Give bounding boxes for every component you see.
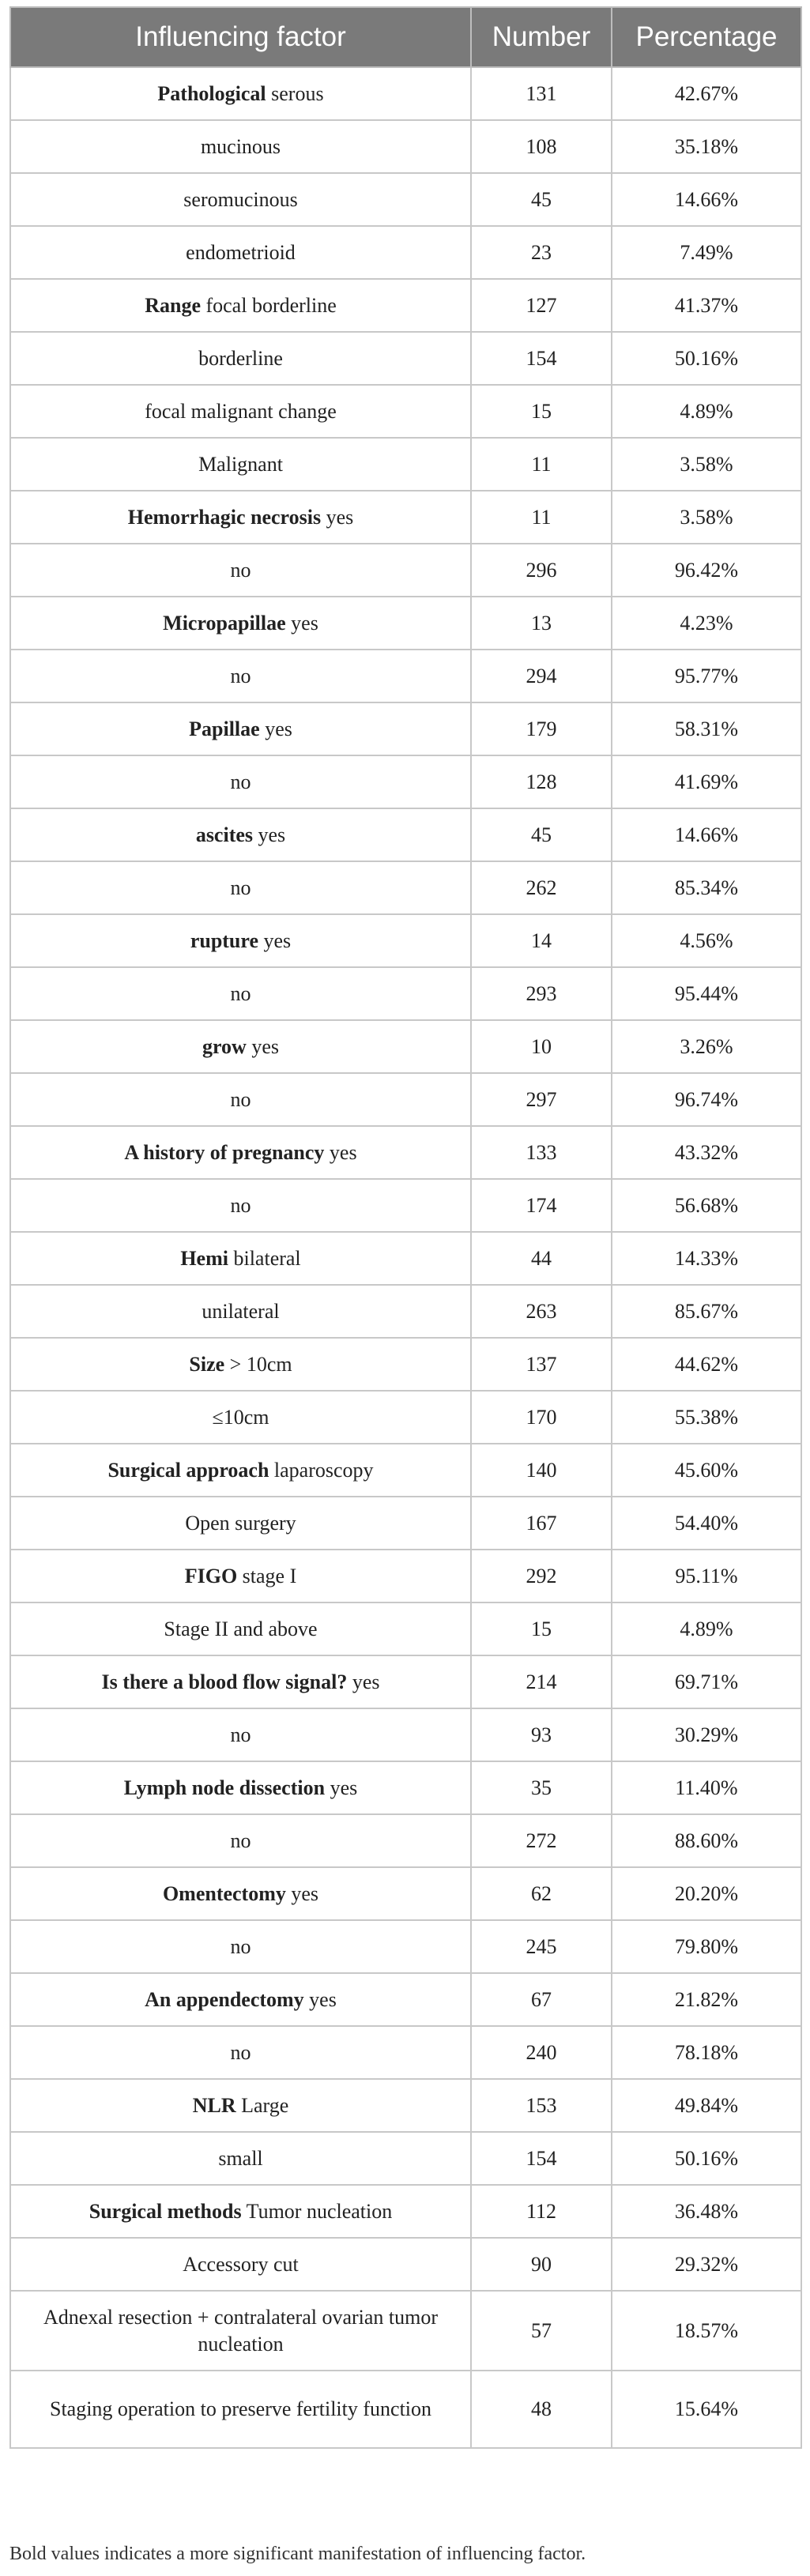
factor-cell: [10, 2371, 471, 2448]
table-row: [10, 544, 801, 597]
factor-name: Hemi: [180, 1246, 228, 1270]
table-row: [10, 1761, 801, 1814]
percentage-cell: 56.68%: [612, 1179, 801, 1232]
percentage-cell: 15.64%: [612, 2371, 801, 2448]
table-row: [10, 2132, 801, 2185]
factor-level: no: [230, 981, 251, 1005]
factor-cell: [10, 1285, 471, 1338]
factor-level: yes: [251, 1034, 280, 1058]
percentage-cell: 45.60%: [612, 1444, 801, 1497]
factor-level: yes: [258, 823, 286, 846]
table-row: [10, 1973, 801, 2026]
percentage-cell: 14.66%: [612, 173, 801, 226]
factor-level: no: [230, 1087, 251, 1111]
factor-cell: [10, 491, 471, 544]
table-row: [10, 1497, 801, 1550]
percentage-cell: 43.32%: [612, 1126, 801, 1179]
table-row: [10, 1391, 801, 1444]
factor-cell: [10, 173, 471, 226]
percentage-cell: 85.67%: [612, 1285, 801, 1338]
number-cell: 45: [471, 173, 612, 226]
factor-name: ascites: [195, 823, 254, 846]
percentage-cell: 29.32%: [612, 2238, 801, 2291]
percentage-cell: 36.48%: [612, 2185, 801, 2238]
factor-cell: [10, 332, 471, 385]
number-cell: 153: [471, 2079, 612, 2132]
factor-cell: [10, 279, 471, 332]
table-row: [10, 279, 801, 332]
number-cell: 245: [471, 1920, 612, 1973]
factor-cell: [10, 1655, 471, 1708]
percentage-cell: 95.44%: [612, 967, 801, 1020]
percentage-cell: 35.18%: [612, 120, 801, 173]
percentage-cell: 55.38%: [612, 1391, 801, 1444]
factor-level: focal borderline: [205, 293, 337, 317]
header-influencing-factor: Influencing factor: [10, 7, 471, 67]
factor-cell: [10, 597, 471, 650]
table-row: [10, 2026, 801, 2079]
factor-level: no: [230, 1828, 251, 1852]
factor-name: Omentectomy: [162, 1881, 286, 1905]
factor-name: Lymph node dissection: [123, 1776, 326, 1799]
factor-cell: [10, 1338, 471, 1391]
table-row: [10, 2079, 801, 2132]
percentage-cell: 3.58%: [612, 491, 801, 544]
factor-cell: [10, 1073, 471, 1126]
table-footnote: Bold values indicates a more significant manifestation of influencing factor.: [9, 2544, 586, 2564]
number-cell: 23: [471, 226, 612, 279]
factor-cell: [10, 1867, 471, 1920]
number-cell: 108: [471, 120, 612, 173]
factor-cell: [10, 1444, 471, 1497]
factor-level: Open surgery: [185, 1511, 296, 1535]
percentage-cell: 96.42%: [612, 544, 801, 597]
number-cell: 13: [471, 597, 612, 650]
factor-cell: [10, 1602, 471, 1655]
data-table-container: [9, 6, 801, 2449]
percentage-cell: 21.82%: [612, 1973, 801, 2026]
table-row: [10, 1920, 801, 1973]
factor-cell: [10, 914, 471, 967]
factor-level: serous: [271, 81, 324, 105]
table-row: [10, 1179, 801, 1232]
influencing-factor-table: [9, 6, 802, 2449]
percentage-cell: 49.84%: [612, 2079, 801, 2132]
number-cell: 154: [471, 2132, 612, 2185]
number-cell: 262: [471, 861, 612, 914]
factor-level: bilateral: [233, 1246, 301, 1270]
factor-cell: [10, 120, 471, 173]
percentage-cell: 41.69%: [612, 755, 801, 808]
factor-cell: [10, 2079, 471, 2132]
factor-cell: [10, 67, 471, 120]
header-row: [10, 7, 801, 67]
factor-cell: [10, 1761, 471, 1814]
factor-cell: [10, 226, 471, 279]
factor-level: borderline: [198, 346, 283, 370]
factor-name: NLR: [192, 2093, 236, 2117]
number-cell: 11: [471, 438, 612, 491]
percentage-cell: 11.40%: [612, 1761, 801, 1814]
factor-level: no: [230, 1723, 251, 1746]
table-row: [10, 755, 801, 808]
percentage-cell: 85.34%: [612, 861, 801, 914]
factor-cell: [10, 1126, 471, 1179]
factor-cell: [10, 1497, 471, 1550]
table-row: [10, 1655, 801, 1708]
percentage-cell: 7.49%: [612, 226, 801, 279]
percentage-cell: 4.23%: [612, 597, 801, 650]
factor-level: yes: [291, 611, 318, 635]
table-row: [10, 597, 801, 650]
table-row: [10, 808, 801, 861]
factor-level: laparoscopy: [273, 1458, 374, 1482]
percentage-cell: 42.67%: [612, 67, 801, 120]
factor-cell: [10, 1179, 471, 1232]
factor-cell: [10, 2238, 471, 2291]
factor-cell: [10, 861, 471, 914]
factor-name: Papillae: [189, 717, 260, 740]
table-row: [10, 1020, 801, 1073]
number-cell: 112: [471, 2185, 612, 2238]
factor-cell: [10, 1920, 471, 1973]
factor-level: yes: [265, 717, 292, 740]
number-cell: 133: [471, 1126, 612, 1179]
factor-name: An appendectomy: [145, 1987, 304, 2011]
factor-level: yes: [326, 505, 354, 529]
factor-cell: [10, 755, 471, 808]
factor-level: > 10cm: [229, 1352, 292, 1376]
percentage-cell: 4.89%: [612, 1602, 801, 1655]
table-row: [10, 1602, 801, 1655]
factor-level: yes: [330, 1776, 358, 1799]
table-row: [10, 1444, 801, 1497]
factor-level: yes: [263, 928, 292, 952]
table-row: [10, 173, 801, 226]
table-body: [10, 67, 801, 2448]
number-cell: 140: [471, 1444, 612, 1497]
percentage-cell: 95.77%: [612, 650, 801, 702]
number-cell: 15: [471, 385, 612, 438]
table-row: [10, 702, 801, 755]
number-cell: 44: [471, 1232, 612, 1285]
factor-level: no: [230, 770, 251, 793]
number-cell: 263: [471, 1285, 612, 1338]
number-cell: 131: [471, 67, 612, 120]
factor-cell: [10, 1973, 471, 2026]
factor-name: Range: [145, 293, 201, 317]
factor-name: Pathological: [157, 81, 266, 105]
table-row: [10, 491, 801, 544]
factor-level: no: [230, 1193, 251, 1217]
factor-level: Accessory cut: [183, 2252, 299, 2276]
factor-level: yes: [309, 1987, 337, 2011]
factor-level: focal malignant change: [145, 399, 337, 423]
number-cell: 174: [471, 1179, 612, 1232]
header-number: Number: [471, 7, 612, 67]
number-cell: 90: [471, 2238, 612, 2291]
number-cell: 45: [471, 808, 612, 861]
percentage-cell: 79.80%: [612, 1920, 801, 1973]
percentage-cell: 3.58%: [612, 438, 801, 491]
factor-cell: [10, 1550, 471, 1602]
percentage-cell: 54.40%: [612, 1497, 801, 1550]
factor-level: no: [230, 1934, 251, 1958]
factor-level: Stage II and above: [164, 1617, 318, 1640]
percentage-cell: 4.89%: [612, 385, 801, 438]
table-row: [10, 2238, 801, 2291]
factor-level: no: [230, 2040, 251, 2064]
factor-name: Size: [189, 1352, 225, 1376]
percentage-cell: 78.18%: [612, 2026, 801, 2079]
factor-level: endometrioid: [186, 240, 296, 264]
percentage-cell: 96.74%: [612, 1073, 801, 1126]
number-cell: 57: [471, 2291, 612, 2371]
factor-cell: [10, 2291, 471, 2371]
table-row: [10, 650, 801, 702]
factor-cell: [10, 1232, 471, 1285]
percentage-cell: 44.62%: [612, 1338, 801, 1391]
number-cell: 93: [471, 1708, 612, 1761]
number-cell: 15: [471, 1602, 612, 1655]
table-row: [10, 1285, 801, 1338]
factor-cell: [10, 1814, 471, 1867]
table-row: [10, 861, 801, 914]
header-percentage: Percentage: [612, 7, 801, 67]
factor-level: no: [230, 876, 251, 899]
factor-level: Staging operation to preserve fertility function: [49, 2397, 432, 2420]
factor-cell: [10, 650, 471, 702]
number-cell: 294: [471, 650, 612, 702]
factor-name: Hemorrhagic necrosis: [127, 505, 322, 529]
factor-level: yes: [352, 1670, 380, 1693]
number-cell: 170: [471, 1391, 612, 1444]
percentage-cell: 58.31%: [612, 702, 801, 755]
factor-cell: [10, 544, 471, 597]
factor-name: A history of pregnancy: [124, 1140, 325, 1164]
percentage-cell: 30.29%: [612, 1708, 801, 1761]
factor-level: Adnexal resection + contralateral ovarian tumor nucleation: [43, 2305, 439, 2356]
factor-level: unilateral: [202, 1299, 280, 1323]
factor-level: ≤10cm: [212, 1405, 269, 1429]
table-row: [10, 1708, 801, 1761]
factor-cell: [10, 1708, 471, 1761]
factor-cell: [10, 2185, 471, 2238]
factor-name: Micropapillae: [163, 611, 286, 635]
factor-name: Is there a blood flow signal?: [101, 1670, 348, 1693]
factor-cell: [10, 808, 471, 861]
factor-level: no: [230, 558, 251, 582]
table-header: [10, 7, 801, 67]
table-row: [10, 2291, 801, 2371]
percentage-cell: 14.66%: [612, 808, 801, 861]
factor-name: Surgical approach: [107, 1458, 269, 1482]
table-row: [10, 2185, 801, 2238]
number-cell: 67: [471, 1973, 612, 2026]
percentage-cell: 50.16%: [612, 332, 801, 385]
factor-name: rupture: [190, 928, 259, 952]
factor-level: stage I: [242, 1564, 297, 1587]
number-cell: 35: [471, 1761, 612, 1814]
table-row: [10, 1338, 801, 1391]
percentage-cell: 69.71%: [612, 1655, 801, 1708]
table-row: [10, 1867, 801, 1920]
factor-level: yes: [291, 1881, 319, 1905]
number-cell: 296: [471, 544, 612, 597]
factor-cell: [10, 438, 471, 491]
number-cell: 293: [471, 967, 612, 1020]
percentage-cell: 41.37%: [612, 279, 801, 332]
number-cell: 11: [471, 491, 612, 544]
number-cell: 48: [471, 2371, 612, 2448]
factor-cell: [10, 2026, 471, 2079]
factor-level: no: [230, 664, 251, 687]
table-row: [10, 1126, 801, 1179]
number-cell: 297: [471, 1073, 612, 1126]
number-cell: 167: [471, 1497, 612, 1550]
table-row: [10, 120, 801, 173]
percentage-cell: 4.56%: [612, 914, 801, 967]
number-cell: 128: [471, 755, 612, 808]
factor-name: FIGO: [184, 1564, 238, 1587]
percentage-cell: 3.26%: [612, 1020, 801, 1073]
factor-level: small: [218, 2146, 263, 2170]
table-row: [10, 438, 801, 491]
percentage-cell: 88.60%: [612, 1814, 801, 1867]
factor-cell: [10, 1391, 471, 1444]
factor-level: Malignant: [198, 452, 283, 476]
factor-name: grow: [202, 1034, 247, 1058]
number-cell: 292: [471, 1550, 612, 1602]
factor-level: Large: [241, 2093, 289, 2117]
factor-level: seromucinous: [183, 187, 298, 211]
percentage-cell: 20.20%: [612, 1867, 801, 1920]
table-row: [10, 226, 801, 279]
number-cell: 272: [471, 1814, 612, 1867]
number-cell: 62: [471, 1867, 612, 1920]
number-cell: 214: [471, 1655, 612, 1708]
table-row: [10, 1550, 801, 1602]
number-cell: 14: [471, 914, 612, 967]
table-row: [10, 1073, 801, 1126]
factor-cell: [10, 385, 471, 438]
table-row: [10, 332, 801, 385]
table-row: [10, 967, 801, 1020]
table-row: [10, 1814, 801, 1867]
number-cell: 127: [471, 279, 612, 332]
number-cell: 240: [471, 2026, 612, 2079]
table-row: [10, 1232, 801, 1285]
table-row: [10, 385, 801, 438]
factor-level: yes: [329, 1140, 357, 1164]
table-row: [10, 2371, 801, 2448]
number-cell: 137: [471, 1338, 612, 1391]
percentage-cell: 18.57%: [612, 2291, 801, 2371]
factor-level: mucinous: [200, 134, 281, 158]
factor-name: Surgical methods: [89, 2199, 242, 2223]
factor-level: Tumor nucleation: [246, 2199, 393, 2223]
number-cell: 10: [471, 1020, 612, 1073]
table-row: [10, 67, 801, 120]
factor-cell: [10, 1020, 471, 1073]
percentage-cell: 50.16%: [612, 2132, 801, 2185]
number-cell: 154: [471, 332, 612, 385]
factor-cell: [10, 2132, 471, 2185]
number-cell: 179: [471, 702, 612, 755]
percentage-cell: 14.33%: [612, 1232, 801, 1285]
percentage-cell: 95.11%: [612, 1550, 801, 1602]
factor-cell: [10, 967, 471, 1020]
table-row: [10, 914, 801, 967]
factor-cell: [10, 702, 471, 755]
